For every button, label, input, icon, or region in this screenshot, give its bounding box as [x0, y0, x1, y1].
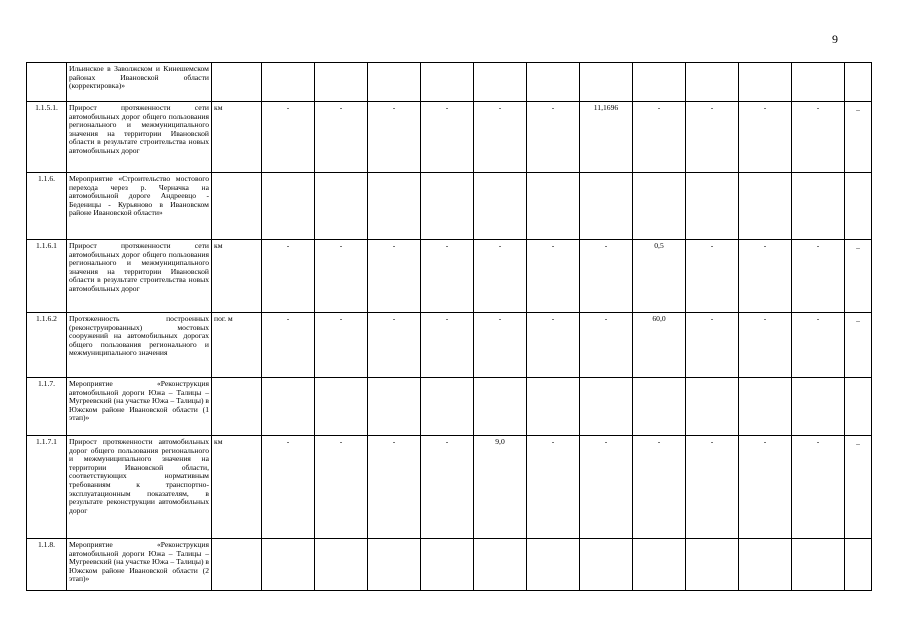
value-cell: -	[580, 240, 633, 313]
value-cell: -	[686, 436, 739, 539]
row-unit	[212, 63, 262, 102]
row-unit: пог. м	[212, 313, 262, 378]
value-cell: -	[262, 102, 315, 173]
value-cell	[527, 539, 580, 591]
value-cell: 0,5	[633, 240, 686, 313]
value-cell: _	[845, 436, 872, 539]
table-row	[27, 378, 872, 436]
value-cell	[315, 173, 368, 240]
value-cell: -	[633, 436, 686, 539]
row-description: Прирост протяженности сети автомобильных дорог общего пользования регионального и межмуниципального значения на территории Ивановской области в результате строительства новых автомобильных дорог	[67, 102, 212, 173]
value-cell: -	[315, 313, 368, 378]
value-cell	[421, 378, 474, 436]
value-cell: -	[527, 436, 580, 539]
value-cell: -	[368, 313, 421, 378]
value-cell	[368, 63, 421, 102]
value-cell: 9,0	[474, 436, 527, 539]
value-cell	[315, 63, 368, 102]
value-cell: -	[739, 313, 792, 378]
row-number: 1.1.8.	[27, 539, 67, 591]
value-cell	[262, 173, 315, 240]
value-cell	[845, 63, 872, 102]
value-cell: -	[315, 102, 368, 173]
value-cell	[792, 539, 845, 591]
value-cell	[315, 378, 368, 436]
value-cell: 11,1696	[580, 102, 633, 173]
value-cell	[315, 539, 368, 591]
value-cell: -	[792, 240, 845, 313]
row-number: 1.1.6.	[27, 173, 67, 240]
value-cell: -	[792, 102, 845, 173]
row-description: Мероприятие «Реконструкция автомобильной дороги Южа – Талицы – Мугреевский (на участке Южа – Талицы) в Южском районе Ивановской области (1 этап)»	[67, 378, 212, 436]
table-row	[27, 173, 872, 240]
value-cell	[474, 378, 527, 436]
row-unit: км	[212, 436, 262, 539]
row-unit	[212, 173, 262, 240]
value-cell: -	[739, 436, 792, 539]
value-cell: -	[474, 313, 527, 378]
value-cell: -	[262, 240, 315, 313]
value-cell: -	[527, 102, 580, 173]
value-cell	[686, 539, 739, 591]
value-cell: -	[527, 313, 580, 378]
row-number: 1.1.7.1	[27, 436, 67, 539]
value-cell	[580, 378, 633, 436]
value-cell	[527, 378, 580, 436]
value-cell	[792, 378, 845, 436]
value-cell	[527, 173, 580, 240]
row-number: 1.1.6.2	[27, 313, 67, 378]
value-cell: -	[739, 240, 792, 313]
table-row	[27, 539, 872, 591]
value-cell	[474, 173, 527, 240]
value-cell	[368, 539, 421, 591]
value-cell: -	[792, 313, 845, 378]
row-unit: км	[212, 240, 262, 313]
table-row	[27, 313, 872, 378]
value-cell	[262, 63, 315, 102]
row-number: 1.1.5.1.	[27, 102, 67, 173]
value-cell	[739, 63, 792, 102]
row-unit	[212, 539, 262, 591]
row-number: 1.1.7.	[27, 378, 67, 436]
indicator-table	[26, 62, 872, 591]
value-cell	[686, 173, 739, 240]
value-cell	[792, 173, 845, 240]
value-cell	[527, 63, 580, 102]
table-row	[27, 63, 872, 102]
value-cell	[845, 378, 872, 436]
value-cell: -	[262, 313, 315, 378]
value-cell	[845, 173, 872, 240]
value-cell: -	[368, 240, 421, 313]
value-cell	[580, 63, 633, 102]
value-cell	[686, 378, 739, 436]
value-cell	[262, 539, 315, 591]
value-cell	[368, 378, 421, 436]
value-cell	[474, 63, 527, 102]
table-row	[27, 102, 872, 173]
value-cell: -	[315, 436, 368, 539]
page-number: 9	[832, 32, 838, 46]
table-row	[27, 240, 872, 313]
value-cell: -	[792, 436, 845, 539]
value-cell: _	[845, 313, 872, 378]
row-description: Ильинское в Заволжском и Кинешемском районах Ивановской области (корректировка)»	[67, 63, 212, 102]
value-cell: _	[845, 240, 872, 313]
value-cell	[474, 539, 527, 591]
value-cell	[421, 539, 474, 591]
value-cell: -	[633, 102, 686, 173]
row-unit	[212, 378, 262, 436]
value-cell: -	[474, 102, 527, 173]
value-cell: 60,0	[633, 313, 686, 378]
value-cell	[739, 173, 792, 240]
value-cell: -	[739, 102, 792, 173]
row-description: Мероприятие «Строительство мостового перехода через р. Черначка на автомобильной дороге Андреевцо - Беденицы - Курьяново в Ивановском районе Ивановской области»	[67, 173, 212, 240]
value-cell: _	[845, 102, 872, 173]
value-cell	[368, 173, 421, 240]
row-description: Прирост протяженности сети автомобильных дорог общего пользования регионального и межмуниципального значения на территории Ивановской области в результате строительства новых автомобильных дорог	[67, 240, 212, 313]
value-cell: -	[421, 102, 474, 173]
value-cell: -	[421, 436, 474, 539]
value-cell: -	[368, 436, 421, 539]
value-cell: -	[262, 436, 315, 539]
value-cell	[421, 173, 474, 240]
value-cell	[633, 63, 686, 102]
value-cell	[262, 378, 315, 436]
value-cell: -	[368, 102, 421, 173]
row-unit: км	[212, 102, 262, 173]
value-cell: -	[580, 313, 633, 378]
value-cell	[633, 378, 686, 436]
value-cell: -	[421, 240, 474, 313]
value-cell: -	[474, 240, 527, 313]
value-cell: -	[315, 240, 368, 313]
row-description: Протяженность построенных (реконструированных) мостовых сооружений на автомобильных дорогах общего пользования регионального и межмуниципального значения	[67, 313, 212, 378]
row-number	[27, 63, 67, 102]
value-cell: -	[527, 240, 580, 313]
value-cell	[421, 63, 474, 102]
value-cell: -	[580, 436, 633, 539]
value-cell	[739, 378, 792, 436]
value-cell	[792, 63, 845, 102]
row-description: Мероприятие «Реконструкция автомобильной дороги Южа – Талицы – Мугреевский (на участке Южа – Талицы) в Южском районе Ивановской области (2 этап)»	[67, 539, 212, 591]
row-number: 1.1.6.1	[27, 240, 67, 313]
value-cell	[686, 63, 739, 102]
value-cell	[580, 173, 633, 240]
value-cell	[580, 539, 633, 591]
value-cell	[633, 173, 686, 240]
value-cell	[633, 539, 686, 591]
value-cell	[739, 539, 792, 591]
row-description: Прирост протяженности автомобильных дорог общего пользования регионального и межмуниципального значения на территории Ивановской области, соответствующих нормативным требованиям к транспортно-эксплуатационным показателям, в результате реконструкции автомобильных дорог	[67, 436, 212, 539]
value-cell: -	[686, 313, 739, 378]
value-cell: -	[686, 102, 739, 173]
table-row	[27, 436, 872, 539]
value-cell	[845, 539, 872, 591]
value-cell: -	[686, 240, 739, 313]
value-cell: -	[421, 313, 474, 378]
